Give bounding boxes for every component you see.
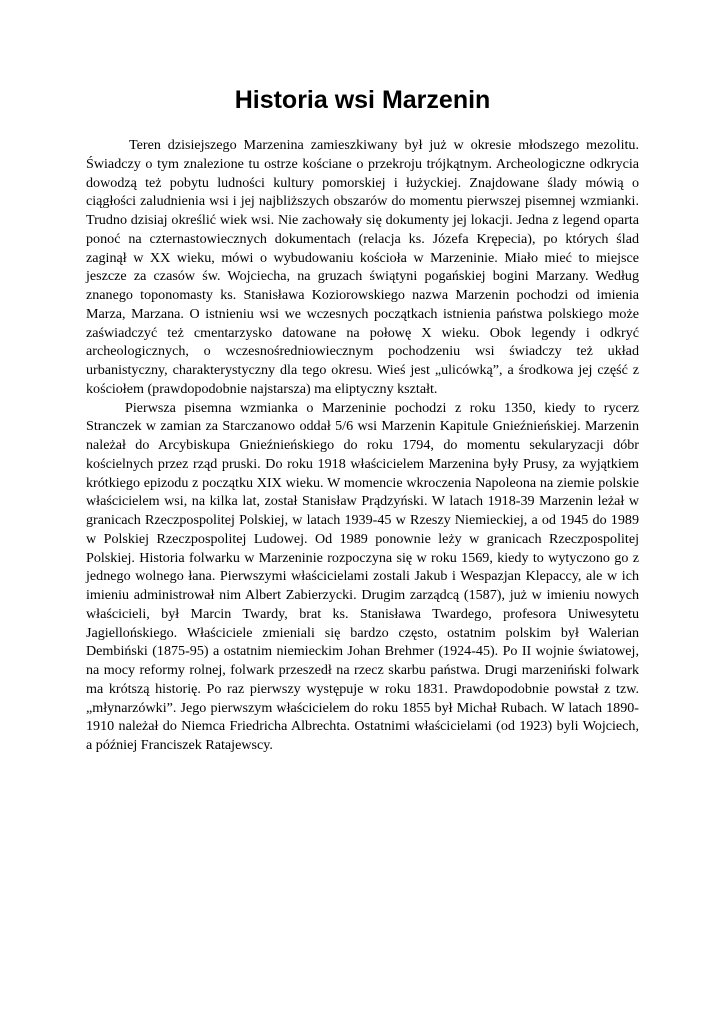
page-title: Historia wsi Marzenin bbox=[234, 86, 491, 114]
paragraph-history-origins: Teren dzisiejszego Marzenina zamieszkiwany był już w okresie młodszego mezolitu. Świadczy o tym znalezione tu ostrze kościane o przekroju trójkątnym. Archeologiczne odkrycia dowodzą też pobytu ludności kultury pomorskiej i łużyckiej. Znajdowane ślady mówią o ciągłości zaludnienia wsi i jej najbliższych obszarów do momentu pierwszej pisemnej wzmianki. Trudno dzisiaj określić wiek wsi. Nie zachowały się dokumenty jej lokacji. Jedna z legend oparta ponoć na czternastowiecznych dokumentach (relacja ks. Józefa Krępecia), po których ślad zaginął w XX wieku, mówi o wybudowaniu kościoła w Marzeninie. Miało mieć to miejsce jeszcze za czasów św. Wojciecha, na gruzach świątyni pogańskiej bogini Marzany. Według znanego toponomasty ks. Stanisława Koziorowskiego nazwa Marzenin pochodzi od imienia Marza, Marzana. O istnieniu wsi we wczesnych początkach istnienia państwa polskiego może zaświadczyć też cmentarzysko datowane na połowę X wieku. Obok legendy i odkryć archeologicznych, o wczesnośredniowiecznym pochodzeniu wsi świadczy też układ urbanistyczny, charakterystyczny dla tego okresu. Wieś jest „ulicówką”, a środkowa jej część z kościołem (prawdopodobnie najstarsza) ma eliptyczny kształt. bbox=[86, 137, 639, 397]
paragraph-written-records: Pierwsza pisemna wzmianka o Marzeninie pochodzi z roku 1350, kiedy to rycerz Stranczek w zamian za Starczanowo oddał 5/6 wsi Marzenin Kapitule Gnieźnieńskiej. Marzenin należał do Arcybiskupa Gnieźnieńskiego do roku 1794, do momentu sekularyzacji dóbr kościelnych przez rząd pruski. Do roku 1918 właścicielem Marzenina były Prusy, za wyjątkiem krótkiego epizodu z początku XIX wieku. W momencie wkroczenia Napoleona na ziemie polskie właścicielem wsi, na kilka lat, został Stanisław Prądzyński. W latach 1918-39 Marzenin leżał w granicach Rzeczpospolitej Polskiej, w latach 1939-45 w Rzeszy Niemieckiej, a od 1945 do 1989 w Polskiej Rzeczpospolitej Ludowej. Od 1989 ponownie leży w granicach Rzeczpospolitej Polskiej. Historia folwarku w Marzeninie rozpoczyna się w roku 1569, kiedy to wytyczono go z jednego wolnego łana. Pierwszymi właścicielami zostali Jakub i Wespazjan Klepaccy, ale w ich imieniu administrował nim Albert Zabierzycki. Drugim zarządcą (1587), już w imieniu nowych właścicieli, był Marcin Twardy, brat ks. Stanisława Twardego, profesora Uniwesytetu Jagiellońskiego. Właściciele zmieniali się bardzo często, ostatnim polskim był Walerian Dembiński (1875-95) a ostatnim niemieckim Johan Brehmer (1924-45). Po II wojnie światowej, na mocy reformy rolnej, folwark przeszedł na rzecz skarbu państwa. Drugi marzeniński folwark ma krótszą historię. Po raz pierwszy występuje w roku 1831. Prawdopodobnie powstał z tzw. „młynarzówki”. Jego pierwszym właścicielem do roku 1855 był Michał Rubach. W latach 1890-1910 należał do Niemca Friedricha Albrechta. Ostatnimi właścicielami (od 1923) byli Wojciech, a później Franciszek Ratajewscy. bbox=[86, 399, 639, 753]
document-body bbox=[86, 136, 639, 755]
